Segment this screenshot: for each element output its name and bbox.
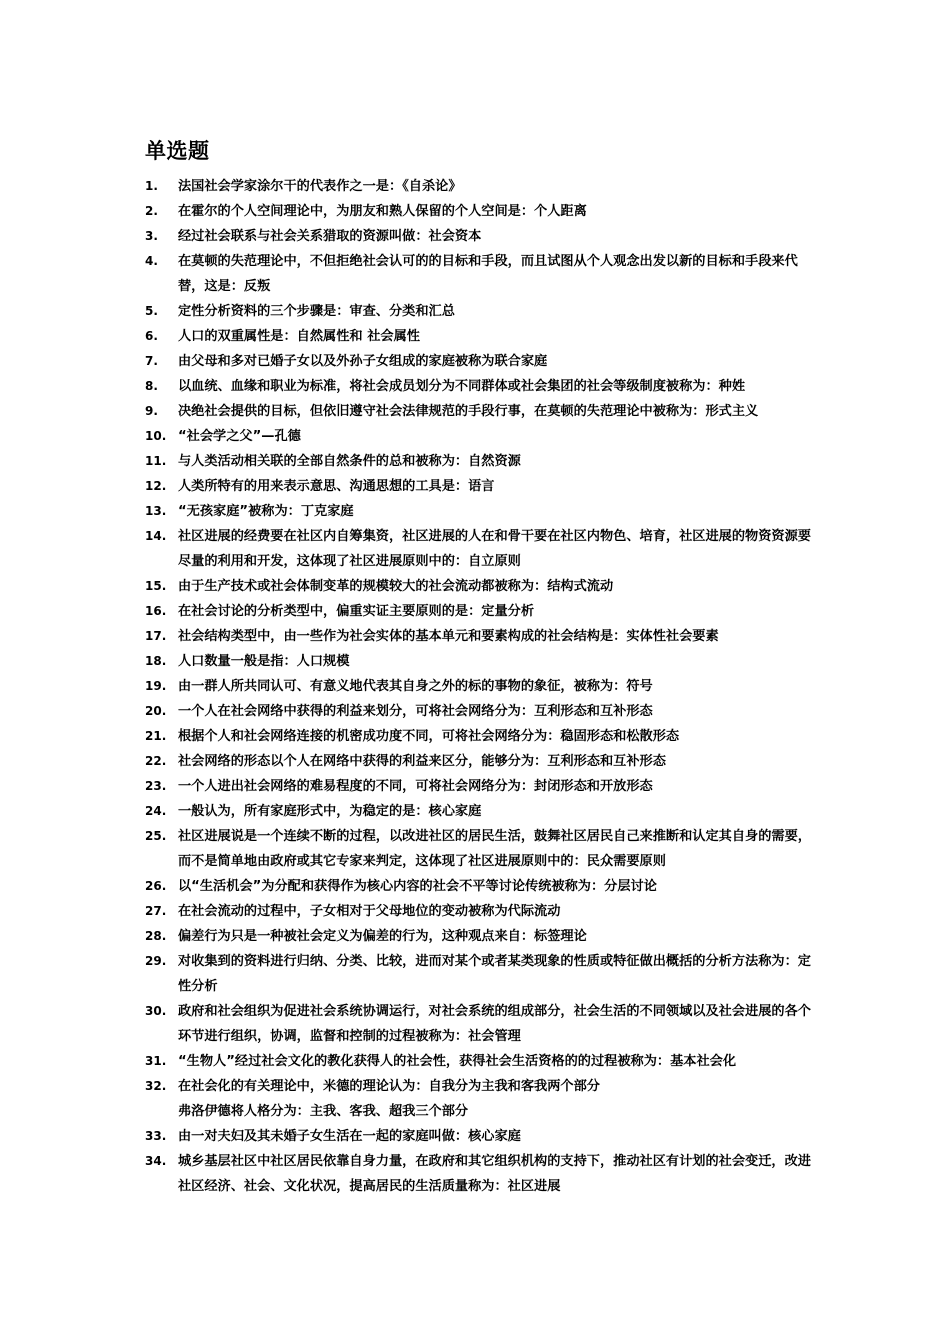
question-item <box>145 499 815 524</box>
question-text: 人口数量一般是指：人口规模 <box>178 654 350 669</box>
question-item <box>145 824 815 874</box>
question-number: 21. <box>145 729 167 743</box>
question-text: 政府和社会组织为促进社会系统协调运行，对社会系统的组成部分，社会生活的不同领域以及社会进展的各个环节进行组织，协调，监督和控制的过程被称为：社会管理 <box>178 1004 811 1044</box>
question-item <box>145 774 815 799</box>
question-text: 一个人在社会网络中获得的利益来划分，可将社会网络分为：互利形态和互补形态 <box>178 704 653 719</box>
question-number: 33. <box>145 1129 167 1143</box>
question-text: 由一对夫妇及其未婚子女生活在一起的家庭叫做：核心家庭 <box>178 1129 521 1144</box>
question-text: “无孩家庭”被称为：丁克家庭 <box>178 504 354 519</box>
question-number: 9. <box>145 404 158 418</box>
question-number: 32. <box>145 1079 167 1093</box>
question-text: 在莫顿的失范理论中，不但拒绝社会认可的的目标和手段，而且试图从个人观念出发以新的目标和手段来代替，这是：反叛 <box>178 254 798 294</box>
question-item <box>145 674 815 699</box>
question-number: 23. <box>145 779 167 793</box>
section-heading: 单选题 <box>145 139 210 163</box>
question-text: 一般认为，所有家庭形式中，为稳定的是：核心家庭 <box>178 804 482 819</box>
question-item <box>145 649 815 674</box>
question-item <box>145 899 815 924</box>
question-item <box>145 524 815 574</box>
question-number: 15. <box>145 579 167 593</box>
question-number: 18. <box>145 654 167 668</box>
question-item <box>145 624 815 649</box>
question-text: 经过社会联系与社会关系猎取的资源叫做：社会资本 <box>178 229 482 244</box>
question-item <box>145 249 815 299</box>
question-number: 34. <box>145 1154 167 1168</box>
question-number: 4. <box>145 254 158 268</box>
question-text: 人口的双重属性是：自然属性和 社会属性 <box>178 329 420 344</box>
question-number: 19. <box>145 679 167 693</box>
question-text: 法国社会学家涂尔干的代表作之一是：《自杀论》 <box>178 179 462 194</box>
question-list <box>145 174 815 1199</box>
question-number: 1. <box>145 179 158 193</box>
question-number: 31. <box>145 1054 167 1068</box>
question-text: 社会结构类型中，由一些作为社会实体的基本单元和要素构成的社会结构是：实体性社会要素 <box>178 629 719 644</box>
question-number: 6. <box>145 329 158 343</box>
question-text: 在霍尔的个人空间理论中，为朋友和熟人保留的个人空间是：个人距离 <box>178 204 587 219</box>
question-item <box>145 574 815 599</box>
question-text: 城乡基层社区中社区居民依靠自身力量，在政府和其它组织机构的支持下，推动社区有计划的社会变迁，改进社区经济、社会、文化状况，提高居民的生活质量称为：社区进展 <box>178 1154 811 1194</box>
question-item <box>145 749 815 774</box>
question-item <box>145 1149 815 1199</box>
question-item <box>145 1074 815 1124</box>
question-number: 16. <box>145 604 167 618</box>
question-text: 偏差行为只是一种被社会定义为偏差的行为，这种观点来自：标签理论 <box>178 929 587 944</box>
question-number: 22. <box>145 754 167 768</box>
question-number: 29. <box>145 954 167 968</box>
question-item <box>145 324 815 349</box>
question-text: 由一群人所共同认可、有意义地代表其自身之外的标的事物的象征，被称为：符号 <box>178 679 653 694</box>
question-item <box>145 374 815 399</box>
question-number: 3. <box>145 229 158 243</box>
question-number: 20. <box>145 704 167 718</box>
question-item <box>145 199 815 224</box>
question-number: 30. <box>145 1004 167 1018</box>
question-item <box>145 924 815 949</box>
question-item <box>145 1124 815 1149</box>
question-text: 在社会化的有关理论中，米德的理论认为：自我分为主我和客我两个部分 弗洛伊德将人格分为：主我、客我、超我三个部分 <box>178 1079 600 1119</box>
question-text: 以血统、血缘和职业为标准，将社会成员划分为不同群体或社会集团的社会等级制度被称为：种姓 <box>178 379 746 394</box>
question-item <box>145 399 815 424</box>
question-text: 以“生活机会”为分配和获得作为核心内容的社会不平等讨论传统被称为：分层讨论 <box>178 879 657 894</box>
question-text: 人类所特有的用来表示意思、沟通思想的工具是：语言 <box>178 479 495 494</box>
question-number: 12. <box>145 479 167 493</box>
question-number: 27. <box>145 904 167 918</box>
question-text: 决绝社会提供的目标，但依旧遵守社会法律规范的手段行事，在莫顿的失范理论中被称为：形式主义 <box>178 404 759 419</box>
question-number: 11. <box>145 454 167 468</box>
question-item <box>145 474 815 499</box>
question-text: 由于生产技术或社会体制变革的规模较大的社会流动都被称为：结构式流动 <box>178 579 614 594</box>
question-item <box>145 699 815 724</box>
question-number: 5. <box>145 304 158 318</box>
question-text: 与人类活动相关联的全部自然条件的总和被称为：自然资源 <box>178 454 521 469</box>
question-text: 社会网络的形态以个人在网络中获得的利益来区分，能够分为：互利形态和互补形态 <box>178 754 666 769</box>
question-item <box>145 599 815 624</box>
question-text: 社区进展说是一个连续不断的过程，以改进社区的居民生活，鼓舞社区居民自己来推断和认定其自身的需要，而不是简单地由政府或其它专家来判定，这体现了社区进展原则中的：民众需要原则 <box>178 829 811 869</box>
question-item <box>145 299 815 324</box>
question-number: 17. <box>145 629 167 643</box>
question-item <box>145 349 815 374</box>
question-number: 25. <box>145 829 167 843</box>
question-text: “社会学之父”—孔德 <box>178 429 301 444</box>
question-item <box>145 724 815 749</box>
question-item <box>145 874 815 899</box>
question-item <box>145 949 815 999</box>
question-number: 24. <box>145 804 167 818</box>
question-item <box>145 424 815 449</box>
question-item <box>145 799 815 824</box>
question-number: 14. <box>145 529 167 543</box>
question-item <box>145 449 815 474</box>
question-number: 8. <box>145 379 158 393</box>
question-text: 对收集到的资料进行归纳、分类、比较，进而对某个或者某类现象的性质或特征做出概括的分析方法称为：定性分析 <box>178 954 811 994</box>
question-number: 2. <box>145 204 158 218</box>
question-text: 社区进展的经费要在社区内自筹集资，社区进展的人在和骨干要在社区内物色、培育，社区进展的物资资源要尽量的利用和开发，这体现了社区进展原则中的：自立原则 <box>178 529 811 569</box>
question-item <box>145 224 815 249</box>
question-text: 在社会流动的过程中，子女相对于父母地位的变动被称为代际流动 <box>178 904 561 919</box>
question-text: 根据个人和社会网络连接的机密成功度不同，可将社会网络分为：稳固形态和松散形态 <box>178 729 680 744</box>
question-item <box>145 1049 815 1074</box>
question-text: 定性分析资料的三个步骤是：审查、分类和汇总 <box>178 304 455 319</box>
question-text: 在社会讨论的分析类型中，偏重实证主要原则的是：定量分析 <box>178 604 535 619</box>
question-text: 由父母和多对已婚子女以及外孙子女组成的家庭被称为联合家庭 <box>178 354 548 369</box>
question-item <box>145 174 815 199</box>
question-number: 26. <box>145 879 167 893</box>
question-text: 一个人进出社会网络的难易程度的不同，可将社会网络分为：封闭形态和开放形态 <box>178 779 653 794</box>
question-number: 28. <box>145 929 167 943</box>
question-number: 13. <box>145 504 167 518</box>
question-item <box>145 999 815 1049</box>
question-text: “生物人”经过社会文化的教化获得人的社会性，获得社会生活资格的的过程被称为：基本社会化 <box>178 1054 737 1069</box>
question-number: 10. <box>145 429 167 443</box>
question-number: 7. <box>145 354 158 368</box>
